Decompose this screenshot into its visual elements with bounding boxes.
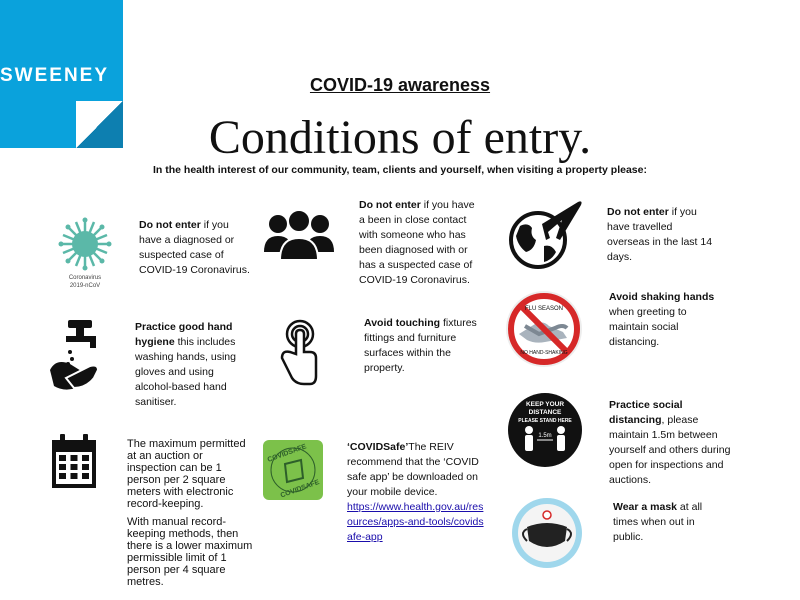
rule-manual-record: With manual record-keeping methods, then there is a lower maximum permissible limit of 1 person per 4 square metres. (127, 516, 253, 588)
rule-diagnosed-text: if you have a diagnosed or suspected case of COVID-19 Coronavirus. (139, 219, 250, 276)
rule-diagnosed-bold: Do not enter (139, 219, 201, 231)
rule-social-distancing (609, 398, 739, 488)
distancing-icon-line-1: KEEP YOUR (525, 401, 565, 408)
calendar-icon (50, 434, 98, 490)
distancing-icon-measure: 1.5m (538, 433, 552, 439)
rule-mask-bold: Wear a mask (613, 501, 678, 513)
page-subtitle: COVID-19 awareness (309, 75, 491, 95)
rule-diagnosed (139, 218, 251, 278)
rule-avoid-touching-text: fixtures fittings and furniture surfaces within the property. (364, 317, 477, 374)
rule-hand-hygiene-text: this includes washing hands, using gloves and using alcohol-based hand sanitiser. (135, 336, 236, 408)
covidsafe-link[interactable]: https://www.health.gov.au/resources/apps-and-tools/covidsafe-app (347, 501, 484, 543)
rule-close-contact-bold: Do not enter (359, 199, 421, 211)
rule-avoid-touching (364, 316, 478, 376)
face-mask-icon (511, 497, 583, 569)
distancing-icon-line-2: DISTANCE (528, 409, 562, 416)
rule-social-distancing-text: , please maintain 1.5m between yourself and others during open for inspections and auctions. (609, 414, 731, 486)
rule-covidsafe-text: The REIV recommend that the ‘COVID safe app’ be downloaded on your mobile device. (347, 441, 479, 498)
rule-hand-hygiene (135, 320, 251, 410)
rule-travel-text: if you have travelled overseas in the last 14 days. (607, 206, 713, 263)
coronavirus-icon (57, 216, 113, 294)
virus-icon-sublabel: 2019-nCoV (69, 283, 101, 289)
group-people-icon (262, 208, 336, 262)
rule-handshake-text: when greeting to maintain social distancing. (609, 306, 687, 348)
virus-icon-label: Coronavirus (68, 275, 102, 281)
rule-covidsafe-bold: ‘COVIDSafe’ (347, 441, 409, 453)
rule-close-contact (359, 198, 481, 288)
intro-text: In the health interest of our community, team, clients and yourself, when visiting a property please: (153, 164, 647, 176)
social-distancing-icon (507, 392, 583, 468)
distancing-icon-line-3: PLEASE STAND HERE (518, 418, 572, 424)
rule-social-distancing-bold: Practice social distancing (609, 399, 683, 426)
rule-handshake-bold: Avoid shaking hands (609, 291, 715, 303)
no-handshake-icon (505, 290, 583, 368)
covidsafe-icon-text-top: COVIDSAFE (266, 443, 308, 464)
rule-hand-hygiene-bold: Practice good hand hygiene (135, 321, 233, 348)
rule-close-contact-text: if you have a been in close contact with someone who has been diagnosed with or has a suspected case of COVID-19 Coronavirus. (359, 199, 475, 286)
rule-mask (613, 500, 713, 545)
travel-globe-plane-icon (508, 196, 584, 270)
brand-logo-text: SWEENEY (0, 65, 110, 86)
handshake-icon-bottom-text: NO HAND-SHAKING (520, 350, 568, 356)
rule-covidsafe (347, 440, 489, 500)
rule-handshake (609, 290, 719, 350)
page-title: Conditions of entry. (208, 111, 592, 164)
rule-travel-bold: Do not enter (607, 206, 669, 218)
covidsafe-icon-text-bottom: COVIDSAFE (279, 478, 321, 500)
rule-travel (607, 205, 717, 265)
rule-mask-text: at all times when out in public. (613, 501, 703, 543)
rule-auction-limit: The maximum permitted at an auction or inspection can be 1 person per 2 square meters with electronic record-keeping. (127, 438, 246, 510)
handshake-icon-top-text: FLU SEASON (524, 306, 564, 312)
covidsafe-app-icon (263, 440, 323, 500)
touch-finger-icon (270, 318, 320, 388)
hand-washing-icon (46, 318, 102, 392)
rule-avoid-touching-bold: Avoid touching (364, 317, 441, 329)
